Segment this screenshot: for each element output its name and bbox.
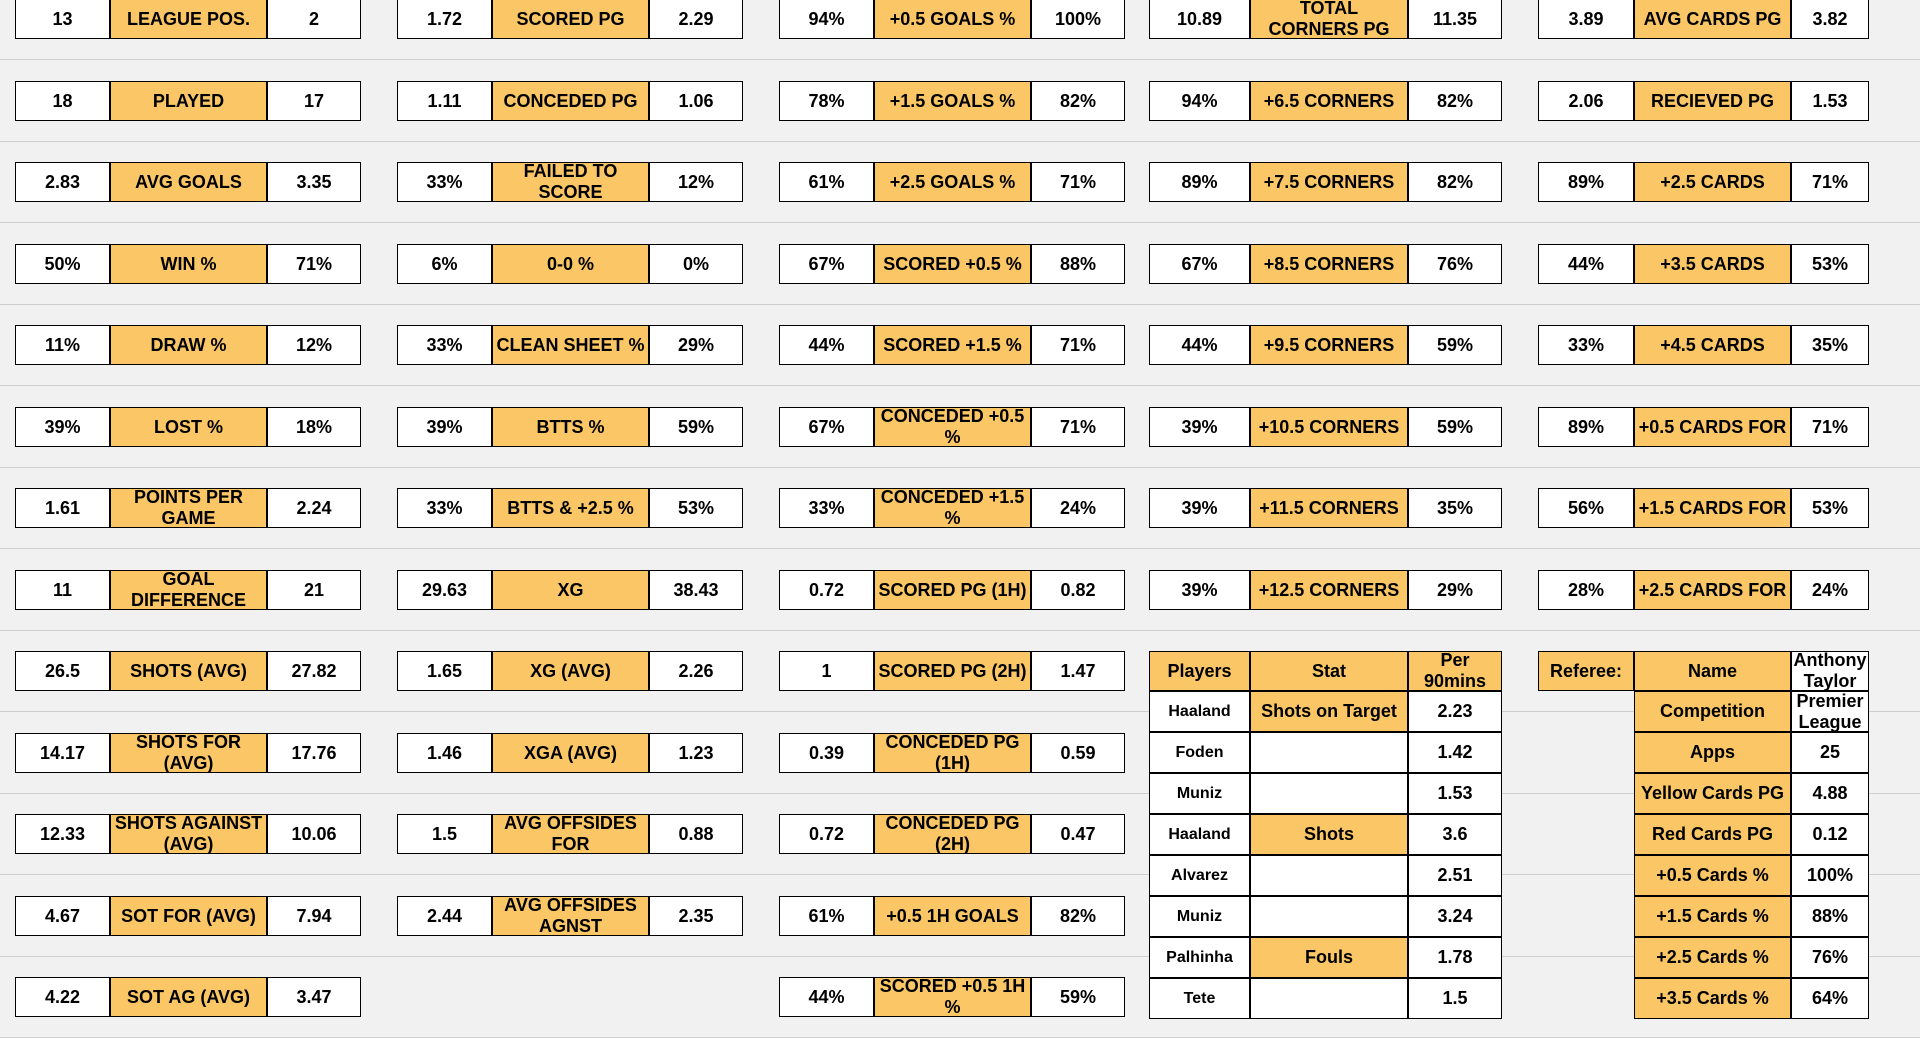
block2-row2-label[interactable]: CONCEDED PG xyxy=(492,81,649,121)
referee-row5-value[interactable]: 100% xyxy=(1791,855,1869,896)
block2-row8-right-value[interactable]: 38.43 xyxy=(649,570,743,610)
block5-row1-right-value[interactable]: 3.82 xyxy=(1791,0,1869,39)
block4-row7-left-value[interactable]: 39% xyxy=(1149,488,1250,528)
referee-row6-key[interactable]: +1.5 Cards % xyxy=(1634,896,1791,937)
block2-row12-label[interactable]: AVG OFFSIDES AGNST xyxy=(492,896,649,936)
player-row1-per90[interactable]: 2.23 xyxy=(1408,691,1502,732)
player-row4-name[interactable]: Haaland xyxy=(1149,814,1250,855)
block4-row6-label[interactable]: +10.5 CORNERS xyxy=(1250,407,1408,447)
block2-row7-right-value[interactable]: 53% xyxy=(649,488,743,528)
block1-row5-left-value[interactable]: 11% xyxy=(15,325,110,365)
block3-row10-left-value[interactable]: 0.39 xyxy=(779,733,874,773)
block3-row8-left-value[interactable]: 0.72 xyxy=(779,570,874,610)
block1-row3-label[interactable]: AVG GOALS xyxy=(110,162,267,202)
block2-row7-label[interactable]: BTTS & +2.5 % xyxy=(492,488,649,528)
block1-row7-right-value[interactable]: 2.24 xyxy=(267,488,361,528)
block3-row6-right-value[interactable]: 71% xyxy=(1031,407,1125,447)
players-header-stat[interactable]: Stat xyxy=(1250,651,1408,691)
block3-row13-left-value[interactable]: 44% xyxy=(779,977,874,1017)
block3-row3-right-value[interactable]: 71% xyxy=(1031,162,1125,202)
player-row7-per90[interactable]: 1.78 xyxy=(1408,937,1502,978)
player-row2-name[interactable]: Foden xyxy=(1149,732,1250,773)
row-separator xyxy=(0,222,1920,223)
player-row4-per90[interactable]: 3.6 xyxy=(1408,814,1502,855)
referee-row8-key[interactable]: +3.5 Cards % xyxy=(1634,978,1791,1019)
block1-row6-left-value[interactable]: 39% xyxy=(15,407,110,447)
player-row5-stat[interactable] xyxy=(1250,855,1408,896)
block5-row2-label[interactable]: RECIEVED PG xyxy=(1634,81,1791,121)
referee-row6-value[interactable]: 88% xyxy=(1791,896,1869,937)
block2-row2-right-value[interactable]: 1.06 xyxy=(649,81,743,121)
block5-row3-right-value[interactable]: 71% xyxy=(1791,162,1869,202)
block3-row9-left-value[interactable]: 1 xyxy=(779,651,874,691)
block4-row7-right-value[interactable]: 35% xyxy=(1408,488,1502,528)
block3-row2-left-value[interactable]: 78% xyxy=(779,81,874,121)
block1-row8-left-value[interactable]: 11 xyxy=(15,570,110,610)
block3-row11-right-value[interactable]: 0.47 xyxy=(1031,814,1125,854)
block1-row13-right-value[interactable]: 3.47 xyxy=(267,977,361,1017)
block1-row2-right-value[interactable]: 17 xyxy=(267,81,361,121)
referee-row8-value[interactable]: 64% xyxy=(1791,978,1869,1019)
block4-row6-left-value[interactable]: 39% xyxy=(1149,407,1250,447)
block4-row2-left-value[interactable]: 94% xyxy=(1149,81,1250,121)
block4-row1-left-value[interactable]: 10.89 xyxy=(1149,0,1250,39)
block5-row4-label[interactable]: +3.5 CARDS xyxy=(1634,244,1791,284)
block5-row5-right-value[interactable]: 35% xyxy=(1791,325,1869,365)
player-row3-name[interactable]: Muniz xyxy=(1149,773,1250,814)
block3-row9-label[interactable]: SCORED PG (2H) xyxy=(874,651,1031,691)
player-row1-stat[interactable]: Shots on Target xyxy=(1250,691,1408,732)
block1-row10-right-value[interactable]: 17.76 xyxy=(267,733,361,773)
block2-row9-label[interactable]: XG (AVG) xyxy=(492,651,649,691)
block2-row1-left-value[interactable]: 1.72 xyxy=(397,0,492,39)
block1-row11-label[interactable]: SHOTS AGAINST (AVG) xyxy=(110,814,267,854)
block4-row1-right-value[interactable]: 11.35 xyxy=(1408,0,1502,39)
block1-row7-label[interactable]: POINTS PER GAME xyxy=(110,488,267,528)
block3-row7-label[interactable]: CONCEDED +1.5 % xyxy=(874,488,1031,528)
player-row3-stat[interactable] xyxy=(1250,773,1408,814)
block2-row7-left-value[interactable]: 33% xyxy=(397,488,492,528)
block1-row13-label[interactable]: SOT AG (AVG) xyxy=(110,977,267,1017)
referee-row1-key[interactable]: Competition xyxy=(1634,691,1791,732)
referee-name-value[interactable]: Anthony Taylor xyxy=(1791,651,1869,691)
row-separator xyxy=(0,793,1920,794)
player-row8-stat[interactable] xyxy=(1250,978,1408,1019)
block2-row1-label[interactable]: SCORED PG xyxy=(492,0,649,39)
block2-row8-left-value[interactable]: 29.63 xyxy=(397,570,492,610)
block1-row4-label[interactable]: WIN % xyxy=(110,244,267,284)
block5-row6-left-value[interactable]: 89% xyxy=(1538,407,1634,447)
block3-row4-left-value[interactable]: 67% xyxy=(779,244,874,284)
players-header-players[interactable]: Players xyxy=(1149,651,1250,691)
block3-row10-right-value[interactable]: 0.59 xyxy=(1031,733,1125,773)
block3-row10-label[interactable]: CONCEDED PG (1H) xyxy=(874,733,1031,773)
block3-row12-left-value[interactable]: 61% xyxy=(779,896,874,936)
player-row8-name[interactable]: Tete xyxy=(1149,978,1250,1019)
block5-row5-label[interactable]: +4.5 CARDS xyxy=(1634,325,1791,365)
block1-row3-right-value[interactable]: 3.35 xyxy=(267,162,361,202)
row-separator xyxy=(0,548,1920,549)
player-row4-stat[interactable]: Shots xyxy=(1250,814,1408,855)
block4-row2-right-value[interactable]: 82% xyxy=(1408,81,1502,121)
block1-row1-left-value[interactable]: 13 xyxy=(15,0,110,39)
block2-row10-label[interactable]: XGA (AVG) xyxy=(492,733,649,773)
block3-row2-label[interactable]: +1.5 GOALS % xyxy=(874,81,1031,121)
referee-name-key[interactable]: Name xyxy=(1634,651,1791,691)
block3-row5-label[interactable]: SCORED +1.5 % xyxy=(874,325,1031,365)
block2-row5-right-value[interactable]: 29% xyxy=(649,325,743,365)
player-row6-name[interactable]: Muniz xyxy=(1149,896,1250,937)
block1-row2-left-value[interactable]: 18 xyxy=(15,81,110,121)
block1-row10-left-value[interactable]: 14.17 xyxy=(15,733,110,773)
block1-row8-right-value[interactable]: 21 xyxy=(267,570,361,610)
row-separator xyxy=(0,630,1920,631)
block3-row5-left-value[interactable]: 44% xyxy=(779,325,874,365)
block2-row3-label[interactable]: FAILED TO SCORE xyxy=(492,162,649,202)
block4-row7-label[interactable]: +11.5 CORNERS xyxy=(1250,488,1408,528)
block3-row6-label[interactable]: CONCEDED +0.5 % xyxy=(874,407,1031,447)
block2-row8-label[interactable]: XG xyxy=(492,570,649,610)
block3-row9-right-value[interactable]: 1.47 xyxy=(1031,651,1125,691)
block5-row8-left-value[interactable]: 28% xyxy=(1538,570,1634,610)
block2-row4-left-value[interactable]: 6% xyxy=(397,244,492,284)
block1-row2-label[interactable]: PLAYED xyxy=(110,81,267,121)
block5-row8-label[interactable]: +2.5 CARDS FOR xyxy=(1634,570,1791,610)
block4-row5-label[interactable]: +9.5 CORNERS xyxy=(1250,325,1408,365)
block3-row7-left-value[interactable]: 33% xyxy=(779,488,874,528)
block1-row8-label[interactable]: GOAL DIFFERENCE xyxy=(110,570,267,610)
block3-row12-label[interactable]: +0.5 1H GOALS xyxy=(874,896,1031,936)
player-row5-per90[interactable]: 2.51 xyxy=(1408,855,1502,896)
block5-row1-label[interactable]: AVG CARDS PG xyxy=(1634,0,1791,39)
block5-row7-right-value[interactable]: 53% xyxy=(1791,488,1869,528)
block1-row10-label[interactable]: SHOTS FOR (AVG) xyxy=(110,733,267,773)
referee-label[interactable]: Referee: xyxy=(1538,651,1634,691)
player-row5-name[interactable]: Alvarez xyxy=(1149,855,1250,896)
block5-row6-right-value[interactable]: 71% xyxy=(1791,407,1869,447)
player-row7-name[interactable]: Palhinha xyxy=(1149,937,1250,978)
players-header-per90[interactable]: Per 90mins xyxy=(1408,651,1502,691)
block4-row4-label[interactable]: +8.5 CORNERS xyxy=(1250,244,1408,284)
block3-row3-left-value[interactable]: 61% xyxy=(779,162,874,202)
referee-row3-key[interactable]: Yellow Cards PG xyxy=(1634,773,1791,814)
referee-row5-key[interactable]: +0.5 Cards % xyxy=(1634,855,1791,896)
block3-row11-left-value[interactable]: 0.72 xyxy=(779,814,874,854)
block2-row5-label[interactable]: CLEAN SHEET % xyxy=(492,325,649,365)
block2-row11-label[interactable]: AVG OFFSIDES FOR xyxy=(492,814,649,854)
block1-row5-label[interactable]: DRAW % xyxy=(110,325,267,365)
block1-row12-label[interactable]: SOT FOR (AVG) xyxy=(110,896,267,936)
block1-row6-label[interactable]: LOST % xyxy=(110,407,267,447)
block2-row11-left-value[interactable]: 1.5 xyxy=(397,814,492,854)
block4-row5-left-value[interactable]: 44% xyxy=(1149,325,1250,365)
referee-row4-key[interactable]: Red Cards PG xyxy=(1634,814,1791,855)
block3-row1-left-value[interactable]: 94% xyxy=(779,0,874,39)
block4-row5-right-value[interactable]: 59% xyxy=(1408,325,1502,365)
block4-row8-label[interactable]: +12.5 CORNERS xyxy=(1250,570,1408,610)
block2-row9-right-value[interactable]: 2.26 xyxy=(649,651,743,691)
block1-row11-right-value[interactable]: 10.06 xyxy=(267,814,361,854)
block1-row12-right-value[interactable]: 7.94 xyxy=(267,896,361,936)
referee-row7-key[interactable]: +2.5 Cards % xyxy=(1634,937,1791,978)
block5-row3-label[interactable]: +2.5 CARDS xyxy=(1634,162,1791,202)
block2-row4-label[interactable]: 0-0 % xyxy=(492,244,649,284)
player-row6-per90[interactable]: 3.24 xyxy=(1408,896,1502,937)
block4-row4-right-value[interactable]: 76% xyxy=(1408,244,1502,284)
block1-row7-left-value[interactable]: 1.61 xyxy=(15,488,110,528)
block2-row3-left-value[interactable]: 33% xyxy=(397,162,492,202)
block4-row3-left-value[interactable]: 89% xyxy=(1149,162,1250,202)
referee-row2-value[interactable]: 25 xyxy=(1791,732,1869,773)
block1-row13-left-value[interactable]: 4.22 xyxy=(15,977,110,1017)
block4-row8-left-value[interactable]: 39% xyxy=(1149,570,1250,610)
block4-row2-label[interactable]: +6.5 CORNERS xyxy=(1250,81,1408,121)
block2-row6-right-value[interactable]: 59% xyxy=(649,407,743,447)
block5-row8-right-value[interactable]: 24% xyxy=(1791,570,1869,610)
player-row3-per90[interactable]: 1.53 xyxy=(1408,773,1502,814)
block3-row5-right-value[interactable]: 71% xyxy=(1031,325,1125,365)
block1-row9-right-value[interactable]: 27.82 xyxy=(267,651,361,691)
referee-row2-key[interactable]: Apps xyxy=(1634,732,1791,773)
block4-row8-right-value[interactable]: 29% xyxy=(1408,570,1502,610)
row-separator xyxy=(0,304,1920,305)
row-separator xyxy=(0,385,1920,386)
block1-row4-left-value[interactable]: 50% xyxy=(15,244,110,284)
block1-row12-left-value[interactable]: 4.67 xyxy=(15,896,110,936)
block2-row5-left-value[interactable]: 33% xyxy=(397,325,492,365)
player-row6-stat[interactable] xyxy=(1250,896,1408,937)
block2-row10-right-value[interactable]: 1.23 xyxy=(649,733,743,773)
block3-row2-right-value[interactable]: 82% xyxy=(1031,81,1125,121)
block3-row1-right-value[interactable]: 100% xyxy=(1031,0,1125,39)
block4-row3-right-value[interactable]: 82% xyxy=(1408,162,1502,202)
block5-row5-left-value[interactable]: 33% xyxy=(1538,325,1634,365)
referee-row1-value[interactable]: Premier League xyxy=(1791,691,1869,732)
block2-row6-label[interactable]: BTTS % xyxy=(492,407,649,447)
block5-row7-left-value[interactable]: 56% xyxy=(1538,488,1634,528)
player-row8-per90[interactable]: 1.5 xyxy=(1408,978,1502,1019)
referee-row4-value[interactable]: 0.12 xyxy=(1791,814,1869,855)
block3-row8-right-value[interactable]: 0.82 xyxy=(1031,570,1125,610)
block1-row9-label[interactable]: SHOTS (AVG) xyxy=(110,651,267,691)
block2-row10-left-value[interactable]: 1.46 xyxy=(397,733,492,773)
block1-row6-right-value[interactable]: 18% xyxy=(267,407,361,447)
row-separator xyxy=(0,467,1920,468)
block2-row12-left-value[interactable]: 2.44 xyxy=(397,896,492,936)
block2-row3-right-value[interactable]: 12% xyxy=(649,162,743,202)
block3-row1-label[interactable]: +0.5 GOALS % xyxy=(874,0,1031,39)
block3-row11-label[interactable]: CONCEDED PG (2H) xyxy=(874,814,1031,854)
block2-row2-left-value[interactable]: 1.11 xyxy=(397,81,492,121)
row-separator xyxy=(0,59,1920,60)
block4-row6-right-value[interactable]: 59% xyxy=(1408,407,1502,447)
block3-row13-label[interactable]: SCORED +0.5 1H % xyxy=(874,977,1031,1017)
block5-row6-label[interactable]: +0.5 CARDS FOR xyxy=(1634,407,1791,447)
block5-row4-left-value[interactable]: 44% xyxy=(1538,244,1634,284)
player-row2-stat[interactable] xyxy=(1250,732,1408,773)
player-row1-name[interactable]: Haaland xyxy=(1149,691,1250,732)
block1-row4-right-value[interactable]: 71% xyxy=(267,244,361,284)
row-separator xyxy=(0,956,1920,957)
player-row7-stat[interactable]: Fouls xyxy=(1250,937,1408,978)
block3-row8-label[interactable]: SCORED PG (1H) xyxy=(874,570,1031,610)
block5-row2-left-value[interactable]: 2.06 xyxy=(1538,81,1634,121)
block2-row6-left-value[interactable]: 39% xyxy=(397,407,492,447)
row-separator xyxy=(0,711,1920,712)
block1-row1-right-value[interactable]: 2 xyxy=(267,0,361,39)
block1-row9-left-value[interactable]: 26.5 xyxy=(15,651,110,691)
referee-row3-value[interactable]: 4.88 xyxy=(1791,773,1869,814)
block1-row1-label[interactable]: LEAGUE POS. xyxy=(110,0,267,39)
block3-row7-right-value[interactable]: 24% xyxy=(1031,488,1125,528)
block3-row4-right-value[interactable]: 88% xyxy=(1031,244,1125,284)
block4-row3-label[interactable]: +7.5 CORNERS xyxy=(1250,162,1408,202)
block1-row11-left-value[interactable]: 12.33 xyxy=(15,814,110,854)
block3-row6-left-value[interactable]: 67% xyxy=(779,407,874,447)
block5-row3-left-value[interactable]: 89% xyxy=(1538,162,1634,202)
referee-row7-value[interactable]: 76% xyxy=(1791,937,1869,978)
block3-row12-right-value[interactable]: 82% xyxy=(1031,896,1125,936)
block5-row4-right-value[interactable]: 53% xyxy=(1791,244,1869,284)
block1-row5-right-value[interactable]: 12% xyxy=(267,325,361,365)
block5-row7-label[interactable]: +1.5 CARDS FOR xyxy=(1634,488,1791,528)
block2-row9-left-value[interactable]: 1.65 xyxy=(397,651,492,691)
block2-row1-right-value[interactable]: 2.29 xyxy=(649,0,743,39)
block3-row13-right-value[interactable]: 59% xyxy=(1031,977,1125,1017)
block3-row3-label[interactable]: +2.5 GOALS % xyxy=(874,162,1031,202)
block5-row2-right-value[interactable]: 1.53 xyxy=(1791,81,1869,121)
row-separator xyxy=(0,874,1920,875)
row-separator xyxy=(0,141,1920,142)
block1-row3-left-value[interactable]: 2.83 xyxy=(15,162,110,202)
player-row2-per90[interactable]: 1.42 xyxy=(1408,732,1502,773)
block4-row4-left-value[interactable]: 67% xyxy=(1149,244,1250,284)
block5-row1-left-value[interactable]: 3.89 xyxy=(1538,0,1634,39)
block2-row12-right-value[interactable]: 2.35 xyxy=(649,896,743,936)
block3-row4-label[interactable]: SCORED +0.5 % xyxy=(874,244,1031,284)
block2-row11-right-value[interactable]: 0.88 xyxy=(649,814,743,854)
block2-row4-right-value[interactable]: 0% xyxy=(649,244,743,284)
block4-row1-label[interactable]: TOTAL CORNERS PG xyxy=(1250,0,1408,39)
